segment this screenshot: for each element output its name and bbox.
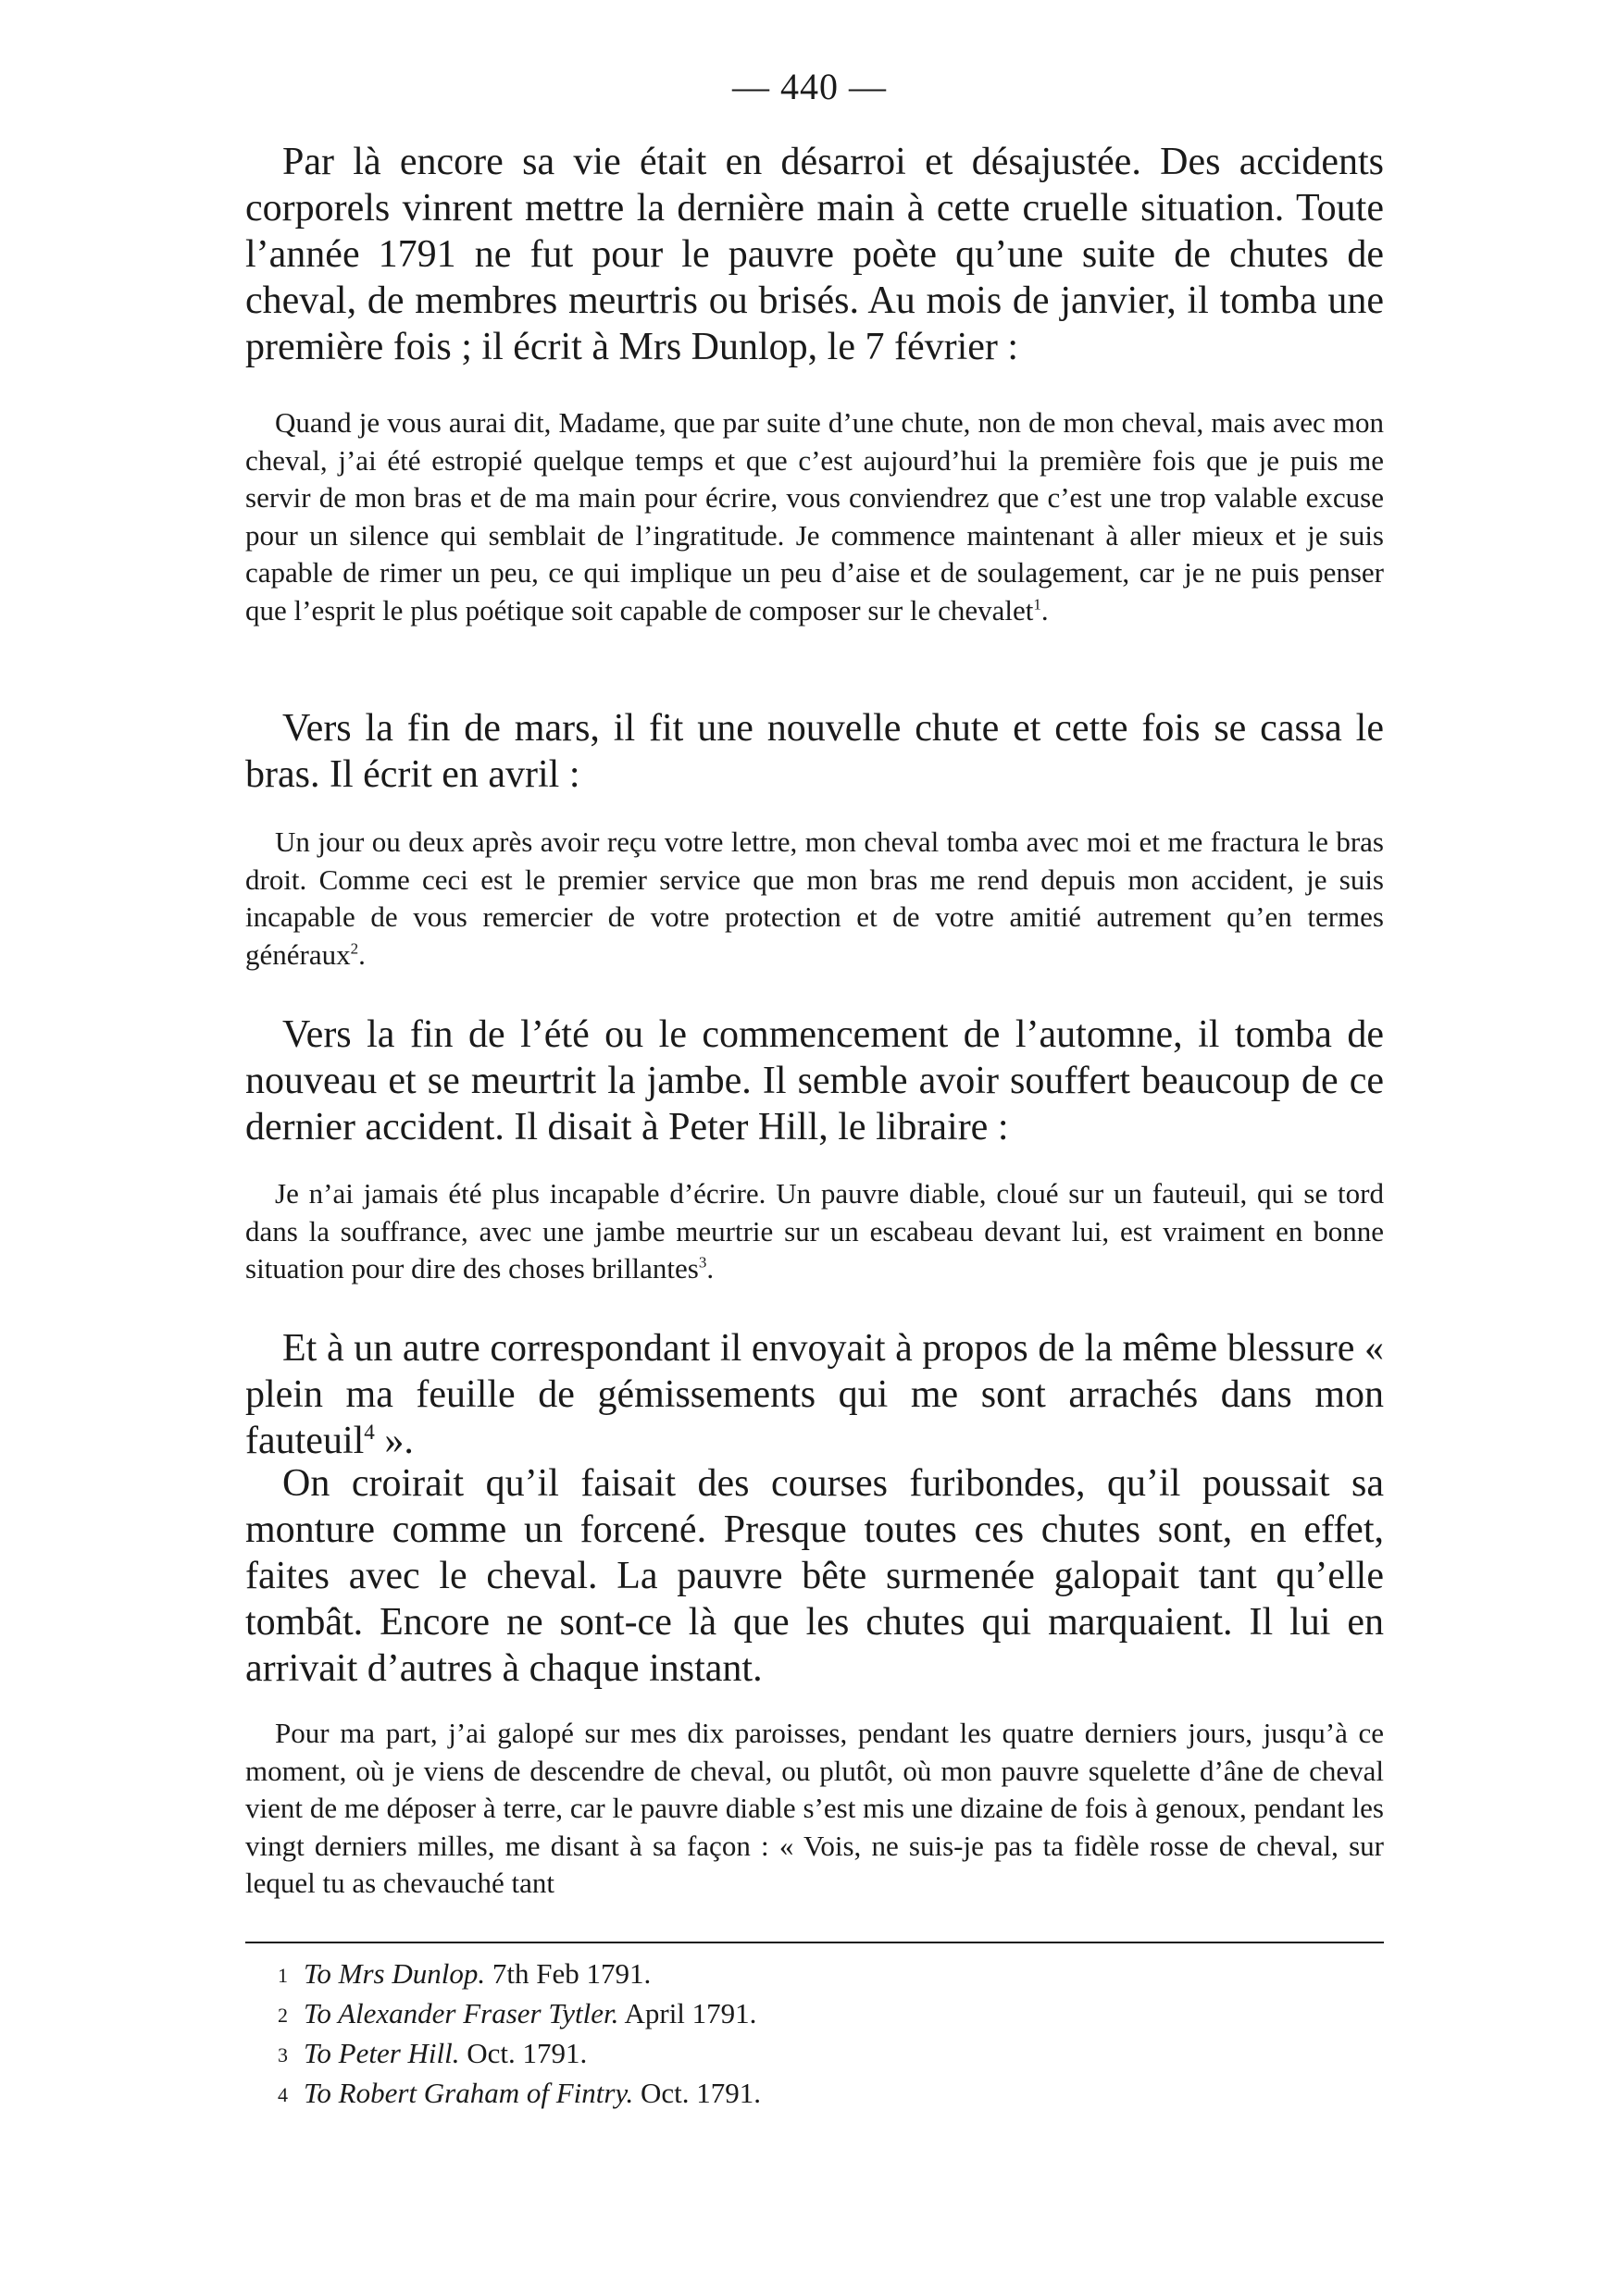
quote-paragraph	[245, 1175, 1384, 1288]
paragraph-5	[245, 1460, 1384, 1692]
quote-text: Je n’ai jamais été plus incapable d’écrire. Un pauvre diable, cloué sur un fauteuil, qui se tord dans la souffrance, avec une jambe meurtrie sur un escabeau devant lui, est vraiment en bonne situation pour dire des choses brillantes	[245, 1177, 1384, 1285]
quote-text: Un jour ou deux après avoir reçu votre lettre, mon cheval tomba avec moi et me fractura le bras droit. Comme ceci est le premier service que mon bras me rend depuis mon accident, je suis incapable de vous remercier de votre protection et de votre amitié autrement qu’en termes généraux	[245, 825, 1384, 971]
footnote	[278, 2074, 1296, 2114]
footnote-divider	[245, 1942, 1384, 1943]
quote-text: Quand je vous aurai dit, Madame, que par suite d’une chute, non de mon cheval, mais avec mon cheval, j’ai été estropié quelque temps et que c’est aujourd’hui la première fois que je puis me servir de mon bras et de ma main pour écrire, vous conviendrez que c’est une trop valable excuse pour un silence qui semblait de l’ingratitude. Je commence maintenant à aller mieux et je suis capable de rimer un peu, ce qui implique un peu d’aise et de soulagement, car je ne puis penser que l’esprit le plus poétique soit capable de composer sur le chevalet	[245, 406, 1384, 627]
body-paragraph: Vers la fin de mars, il fit une nouvelle chute et cette fois se cassa le bras. Il écrit en avril :	[245, 707, 1384, 796]
quote-tail: .	[1040, 593, 1049, 627]
quote-tail: .	[358, 937, 366, 971]
footnote-rest: April 1791.	[618, 1997, 757, 2029]
quote-tail: .	[706, 1252, 715, 1285]
footnote-title: To Alexander Fraser Tytler.	[304, 1997, 619, 2029]
quote-1	[245, 404, 1384, 629]
quote-4	[245, 1715, 1384, 1903]
paragraph-1	[245, 139, 1384, 370]
footnote-number: 3	[278, 2043, 288, 2066]
paragraph-3	[245, 1011, 1384, 1150]
footnote	[278, 1994, 1296, 2034]
footnote-ref: 1	[1033, 595, 1041, 614]
quote-paragraph	[245, 404, 1384, 629]
footnote-title: To Mrs Dunlop.	[304, 1957, 486, 1990]
footnote-number: 1	[278, 1964, 288, 1987]
footnote-rest: Oct. 1791.	[633, 2077, 762, 2109]
footnotes	[278, 1955, 1296, 2114]
footnote-title: To Peter Hill.	[304, 2037, 460, 2069]
body-paragraph: On croirait qu’il faisait des courses furibondes, qu’il poussait sa monture comme un forcené. Presque toutes ces chutes sont, en effet, faites avec le cheval. La pauvre bête surmenée galopait tant qu’elle tombât. Encore ne sont-ce là que les chutes qui marquaient. Il lui en arrivait d’autres à chaque instant.	[245, 1462, 1384, 1690]
footnote-rest: Oct. 1791.	[459, 2037, 588, 2069]
quote-3	[245, 1175, 1384, 1288]
footnote-rest: 7th Feb 1791.	[485, 1957, 652, 1990]
paragraph-2	[245, 705, 1384, 798]
page-number: — 440 —	[732, 66, 887, 107]
footnote-number: 4	[278, 2083, 288, 2106]
body-paragraph: Vers la fin de l’été ou le commencement de l’automne, il tomba de nouveau et se meurtrit la jambe. Il semble avoir souffert beaucoup de ce dernier accident. Il disait à Peter Hill, le libraire :	[245, 1013, 1384, 1148]
footnote-ref: 3	[698, 1253, 707, 1272]
footnote-title: To Robert Graham of Fintry.	[304, 2077, 634, 2109]
quote-paragraph	[245, 824, 1384, 974]
footnote	[278, 1955, 1296, 1994]
body-text: Et à un autre correspondant il envoyait à propos de la même blessure « plein ma feuille de gémissements qui me sont arrachés dans mon fauteuil	[245, 1327, 1384, 1462]
body-paragraph	[245, 1325, 1384, 1464]
footnote	[278, 2034, 1296, 2074]
footnote-ref: 2	[350, 939, 359, 958]
footnote-ref: 4	[364, 1420, 375, 1444]
quote-2	[245, 824, 1384, 974]
body-tail: ».	[374, 1420, 414, 1462]
body-paragraph: Par là encore sa vie était en désarroi et désajustée. Des accidents corporels vinrent mettre la dernière main à cette cruelle situation. Toute l’année 1791 ne fut pour le pauvre poète qu’une suite de chutes de cheval, de membres meurtris ou brisés. Au mois de janvier, il tomba une première fois ; il écrit à Mrs Dunlop, le 7 février :	[245, 141, 1384, 368]
quote-paragraph: Pour ma part, j’ai galopé sur mes dix paroisses, pendant les quatre derniers jours, jusqu’à ce moment, où je viens de descendre de cheval, ou plutôt, où mon pauvre squelette d’âne de cheval vient de me déposer à terre, car le pauvre diable s’est mis une dizaine de fois à genoux, pendant les vingt derniers milles, me disant à sa façon : « Vois, ne suis-je pas ta fidèle rosse de cheval, sur lequel tu as chevauché tant	[245, 1717, 1384, 1899]
paragraph-4	[245, 1325, 1384, 1464]
footnote-number: 2	[278, 2004, 288, 2027]
